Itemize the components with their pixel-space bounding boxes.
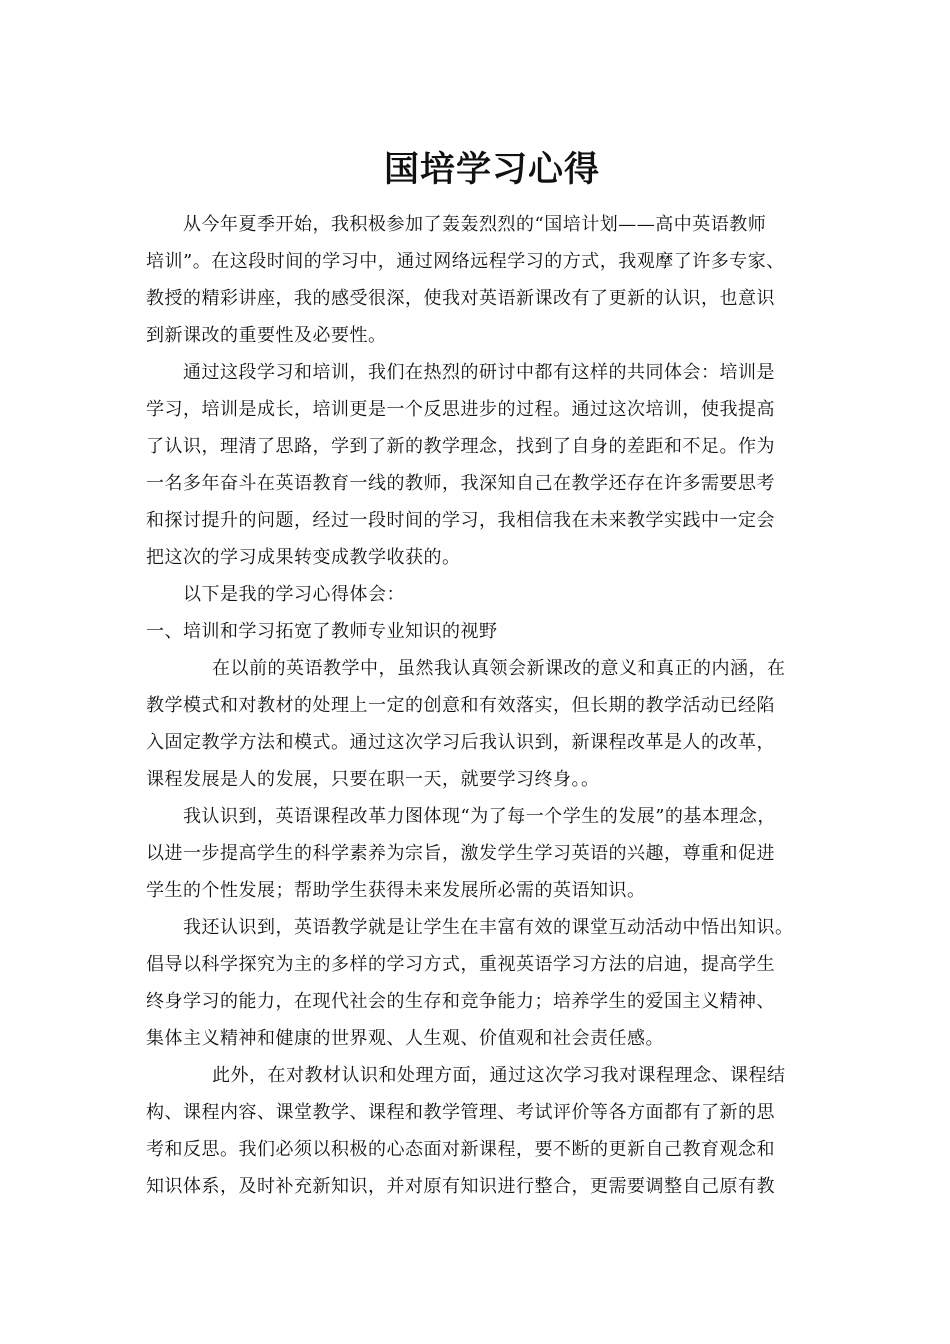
section-heading: 一、培训和学习拓宽了教师专业知识的视野 <box>146 621 498 642</box>
text-line: 通过这段学习和培训，我们在热烈的研讨中都有这样的共同体会：培训是 <box>183 362 775 383</box>
text-line: 在以前的英语教学中，虽然我认真领会新课改的意义和真正的内涵，在 <box>212 658 786 679</box>
text-line: 以下是我的学习心得体会： <box>183 584 405 605</box>
text-line: 和探讨提升的问题，经过一段时间的学习，我相信我在未来教学实践中一定会 <box>146 510 775 531</box>
text-line: 从今年夏季开始，我积极参加了轰轰烈烈的“国培计划——高中英语教师 <box>183 214 767 235</box>
text-line: 学生的个性发展；帮助学生获得未来发展所必需的英语知识。 <box>146 880 646 901</box>
text-line: 此外，在对教材认识和处理方面，通过这次学习我对课程理念、课程结 <box>212 1065 786 1086</box>
text-line: 以进一步提高学生的科学素养为宗旨，激发学生学习英语的兴趣，尊重和促进 <box>146 843 775 864</box>
text-line: 我还认识到，英语教学就是让学生在丰富有效的课堂互动活动中悟出知识。 <box>183 917 794 938</box>
text-line: 课程发展是人的发展，只要在职一天，就要学习终身。。 <box>146 769 600 790</box>
text-line: 倡导以科学探究为主的多样的学习方式，重视英语学习方法的启迪，提高学生 <box>146 954 775 975</box>
document-body <box>146 206 818 1205</box>
text-line: 培训”。在这段时间的学习中，通过网络远程学习的方式，我观摩了许多专家、 <box>146 251 785 272</box>
text-line: 终身学习的能力，在现代社会的生存和竞争能力；培养学生的爱国主义精神、 <box>146 991 775 1012</box>
text-line: 一名多年奋斗在英语教育一线的教师，我深知自己在教学还存在许多需要思考 <box>146 473 775 494</box>
text-line: 我认识到，英语课程改革力图体现“为了每一个学生的发展”的基本理念， <box>183 806 776 827</box>
text-line: 学习，培训是成长，培训更是一个反思进步的过程。通过这次培训，使我提高 <box>146 399 775 420</box>
text-line: 把这次的学习成果转变成教学收获的。 <box>146 547 461 568</box>
text-line: 集体主义精神和健康的世界观、人生观、价值观和社会责任感。 <box>146 1028 664 1049</box>
text-line: 知识体系，及时补充新知识，并对原有知识进行整合，更需要调整自己原有教 <box>146 1176 775 1197</box>
text-line: 构、课程内容、课堂教学、课程和教学管理、考试评价等各方面都有了新的思 <box>146 1102 775 1123</box>
text-line: 入固定教学方法和模式。通过这次学习后我认识到，新课程改革是人的改革， <box>146 732 775 753</box>
document-title: 国培学习心得 <box>383 149 600 190</box>
text-line: 了认识，理清了思路，学到了新的教学理念，找到了自身的差距和不足。作为 <box>146 436 775 457</box>
text-line: 到新课改的重要性及必要性。 <box>146 325 387 346</box>
text-line: 教授的精彩讲座，我的感受很深，使我对英语新课改有了更新的认识，也意识 <box>146 288 775 309</box>
text-line: 考和反思。我们必须以积极的心态面对新课程，要不断的更新自己教育观念和 <box>146 1139 775 1160</box>
text-line: 教学模式和对教材的处理上一定的创意和有效落实，但长期的教学活动已经陷 <box>146 695 775 716</box>
